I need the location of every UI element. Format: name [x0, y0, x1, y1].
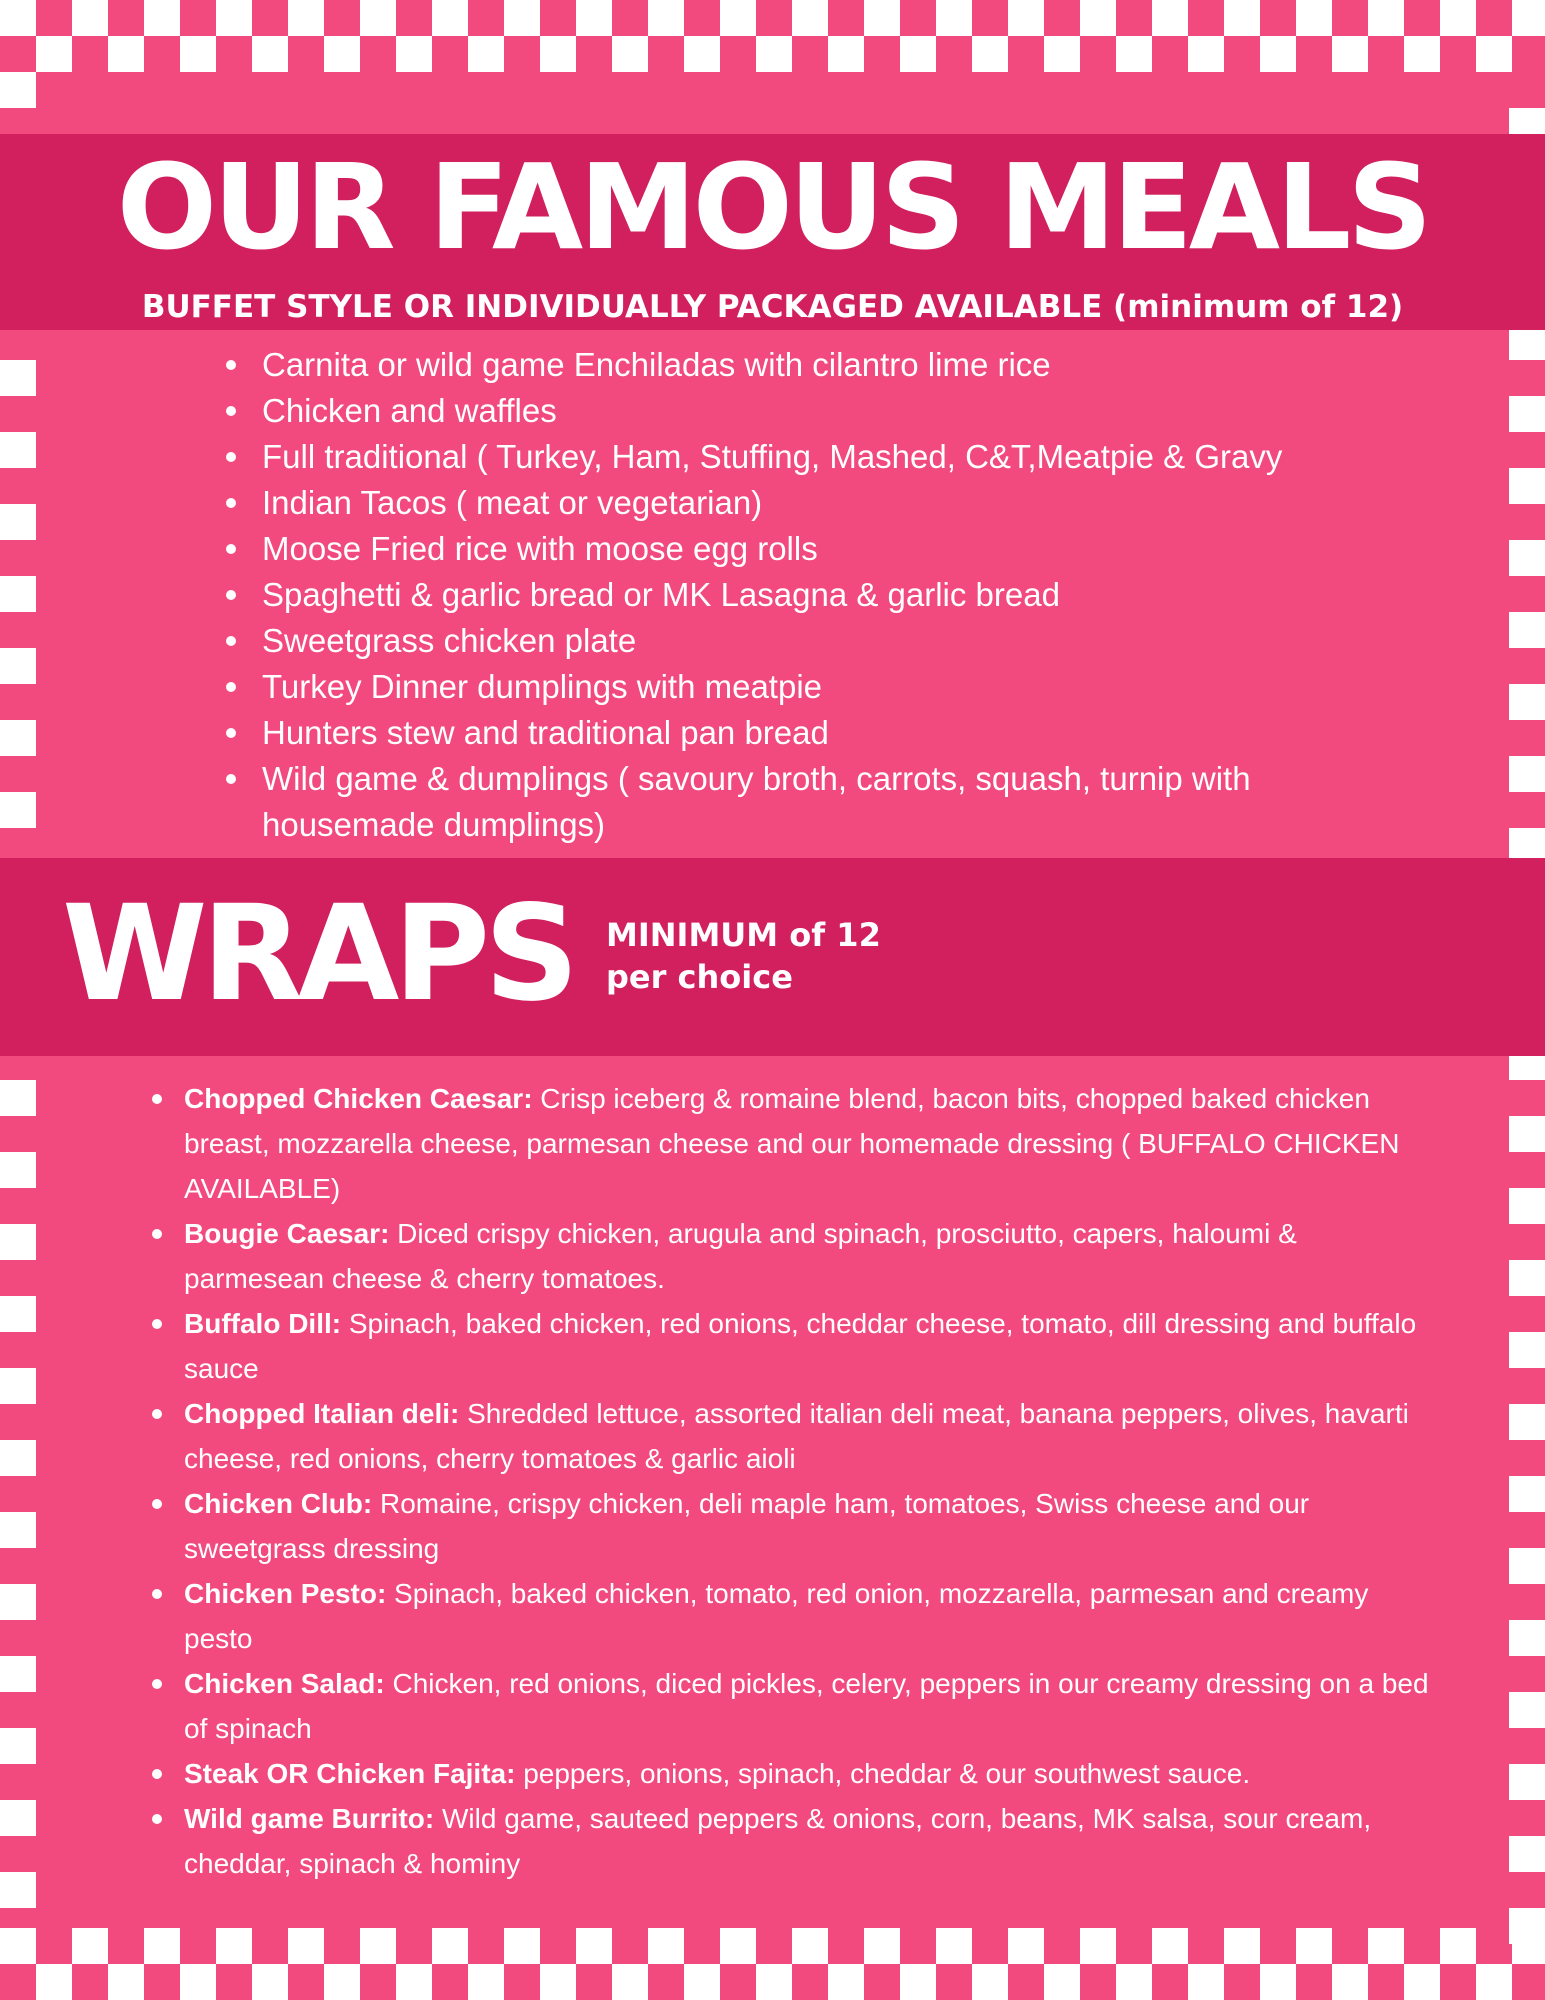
wrap-description: Romaine, crispy chicken, deli maple ham, tomatoes, Swiss cheese and our sweetgrass dressing	[184, 1488, 1310, 1564]
checker-square	[0, 1872, 36, 1908]
checker-square	[0, 432, 36, 468]
checkered-border-bottom	[0, 1928, 1545, 2000]
meal-item: Sweetgrass chicken plate	[262, 618, 1382, 664]
checker-square	[0, 504, 36, 540]
meal-item: Wild game & dumplings ( savoury broth, carrots, squash, turnip with housemade dumplings)	[262, 756, 1382, 848]
checker-square	[0, 1440, 36, 1476]
checker-square	[1509, 1116, 1545, 1152]
wraps-note-line1: MINIMUM of 12	[606, 916, 881, 954]
wrap-item	[184, 1661, 1444, 1751]
meal-item: Hunters stew and traditional pan bread	[262, 710, 1382, 756]
checker-square	[1509, 540, 1545, 576]
wrap-item	[184, 1391, 1444, 1481]
checker-square	[1509, 1548, 1545, 1584]
wrap-description: Spinach, baked chicken, red onions, cheddar cheese, tomato, dill dressing and buffalo sauce	[184, 1308, 1417, 1384]
checker-square	[1509, 1908, 1545, 1944]
wrap-description: Diced crispy chicken, arugula and spinach, prosciutto, capers, haloumi & parmesean cheese & cherry tomatoes.	[184, 1218, 1297, 1294]
meals-title: OUR FAMOUS MEALS	[116, 138, 1429, 276]
checker-square	[1509, 1692, 1545, 1728]
wrap-name: Chicken Pesto:	[184, 1578, 387, 1609]
wrap-name: Chicken Salad:	[184, 1668, 385, 1699]
checker-square	[1509, 1764, 1545, 1800]
wrap-item	[184, 1751, 1444, 1796]
wrap-item	[184, 1796, 1444, 1886]
checker-square	[0, 1728, 36, 1764]
checker-square	[1509, 468, 1545, 504]
wrap-item	[184, 1301, 1444, 1391]
checker-square	[1509, 396, 1545, 432]
wrap-description: Chicken, red onions, diced pickles, celery, peppers in our creamy dressing on a bed of spinach	[184, 1668, 1429, 1744]
wrap-description: peppers, onions, spinach, cheddar & our southwest sauce.	[515, 1758, 1251, 1789]
checker-square	[0, 792, 36, 828]
wrap-description: Spinach, baked chicken, tomato, red onion, mozzarella, parmesan and creamy pesto	[184, 1578, 1369, 1654]
checker-square	[0, 1656, 36, 1692]
checker-square	[0, 720, 36, 756]
meals-list	[262, 342, 1382, 848]
checker-square	[0, 576, 36, 612]
wrap-name: Buffalo Dill:	[184, 1308, 342, 1339]
wrap-description: Crisp iceberg & romaine blend, bacon bits, chopped baked chicken breast, mozzarella cheese, parmesan cheese and our homemade dressing ( BUFFALO CHICKEN AVAILABLE)	[184, 1083, 1400, 1204]
meal-item: Carnita or wild game Enchiladas with cilantro lime rice	[262, 342, 1382, 388]
checker-square	[0, 1224, 36, 1260]
checker-square	[0, 360, 36, 396]
checker-square	[0, 648, 36, 684]
wrap-description: Shredded lettuce, assorted italian deli meat, banana peppers, olives, havarti cheese, red onions, cherry tomatoes & garlic aioli	[184, 1398, 1409, 1474]
wrap-name: Steak OR Chicken Fajita:	[184, 1758, 516, 1789]
wrap-name: Chicken Club:	[184, 1488, 373, 1519]
checker-square	[0, 1584, 36, 1620]
checker-square	[1509, 684, 1545, 720]
meal-item: Chicken and waffles	[262, 388, 1382, 434]
meal-item: Moose Fried rice with moose egg rolls	[262, 526, 1382, 572]
checker-square	[1509, 756, 1545, 792]
checker-square	[1509, 1332, 1545, 1368]
wrap-item	[184, 1481, 1444, 1571]
meal-item: Spaghetti & garlic bread or MK Lasagna & garlic bread	[262, 572, 1382, 618]
checker-square	[0, 72, 36, 108]
checker-square	[1509, 1476, 1545, 1512]
wrap-name: Wild game Burrito:	[184, 1803, 435, 1834]
checkered-border-top	[0, 0, 1545, 72]
meals-subtitle: BUFFET STYLE OR INDIVIDUALLY PACKAGED AVAILABLE (minimum of 12)	[141, 289, 1404, 325]
checker-square	[1509, 1188, 1545, 1224]
checker-square	[1509, 1836, 1545, 1872]
wrap-item	[184, 1211, 1444, 1301]
wrap-name: Chopped Italian deli:	[184, 1398, 460, 1429]
checker-square	[1509, 612, 1545, 648]
checker-square	[1509, 1260, 1545, 1296]
meal-item: Indian Tacos ( meat or vegetarian)	[262, 480, 1382, 526]
checker-square	[0, 1080, 36, 1116]
checker-square	[1509, 1404, 1545, 1440]
wraps-note-line2: per choice	[606, 958, 793, 996]
wrap-item	[184, 1076, 1444, 1211]
checker-square	[0, 1152, 36, 1188]
checker-square	[0, 1800, 36, 1836]
meal-item: Full traditional ( Turkey, Ham, Stuffing, Mashed, C&T,Meatpie & Gravy	[262, 434, 1382, 480]
wraps-list	[184, 1076, 1444, 1886]
checker-square	[0, 1296, 36, 1332]
wraps-minimum-note	[606, 914, 881, 998]
wrap-item	[184, 1571, 1444, 1661]
checker-square	[0, 1512, 36, 1548]
wrap-description: Wild game, sauteed peppers & onions, corn, beans, MK salsa, sour cream, cheddar, spinach & hominy	[184, 1803, 1372, 1879]
meal-item: Turkey Dinner dumplings with meatpie	[262, 664, 1382, 710]
wrap-name: Chopped Chicken Caesar:	[184, 1083, 533, 1114]
wraps-title: WRAPS	[62, 877, 574, 1031]
checker-square	[0, 1368, 36, 1404]
wrap-name: Bougie Caesar:	[184, 1218, 390, 1249]
checker-square	[1509, 1620, 1545, 1656]
